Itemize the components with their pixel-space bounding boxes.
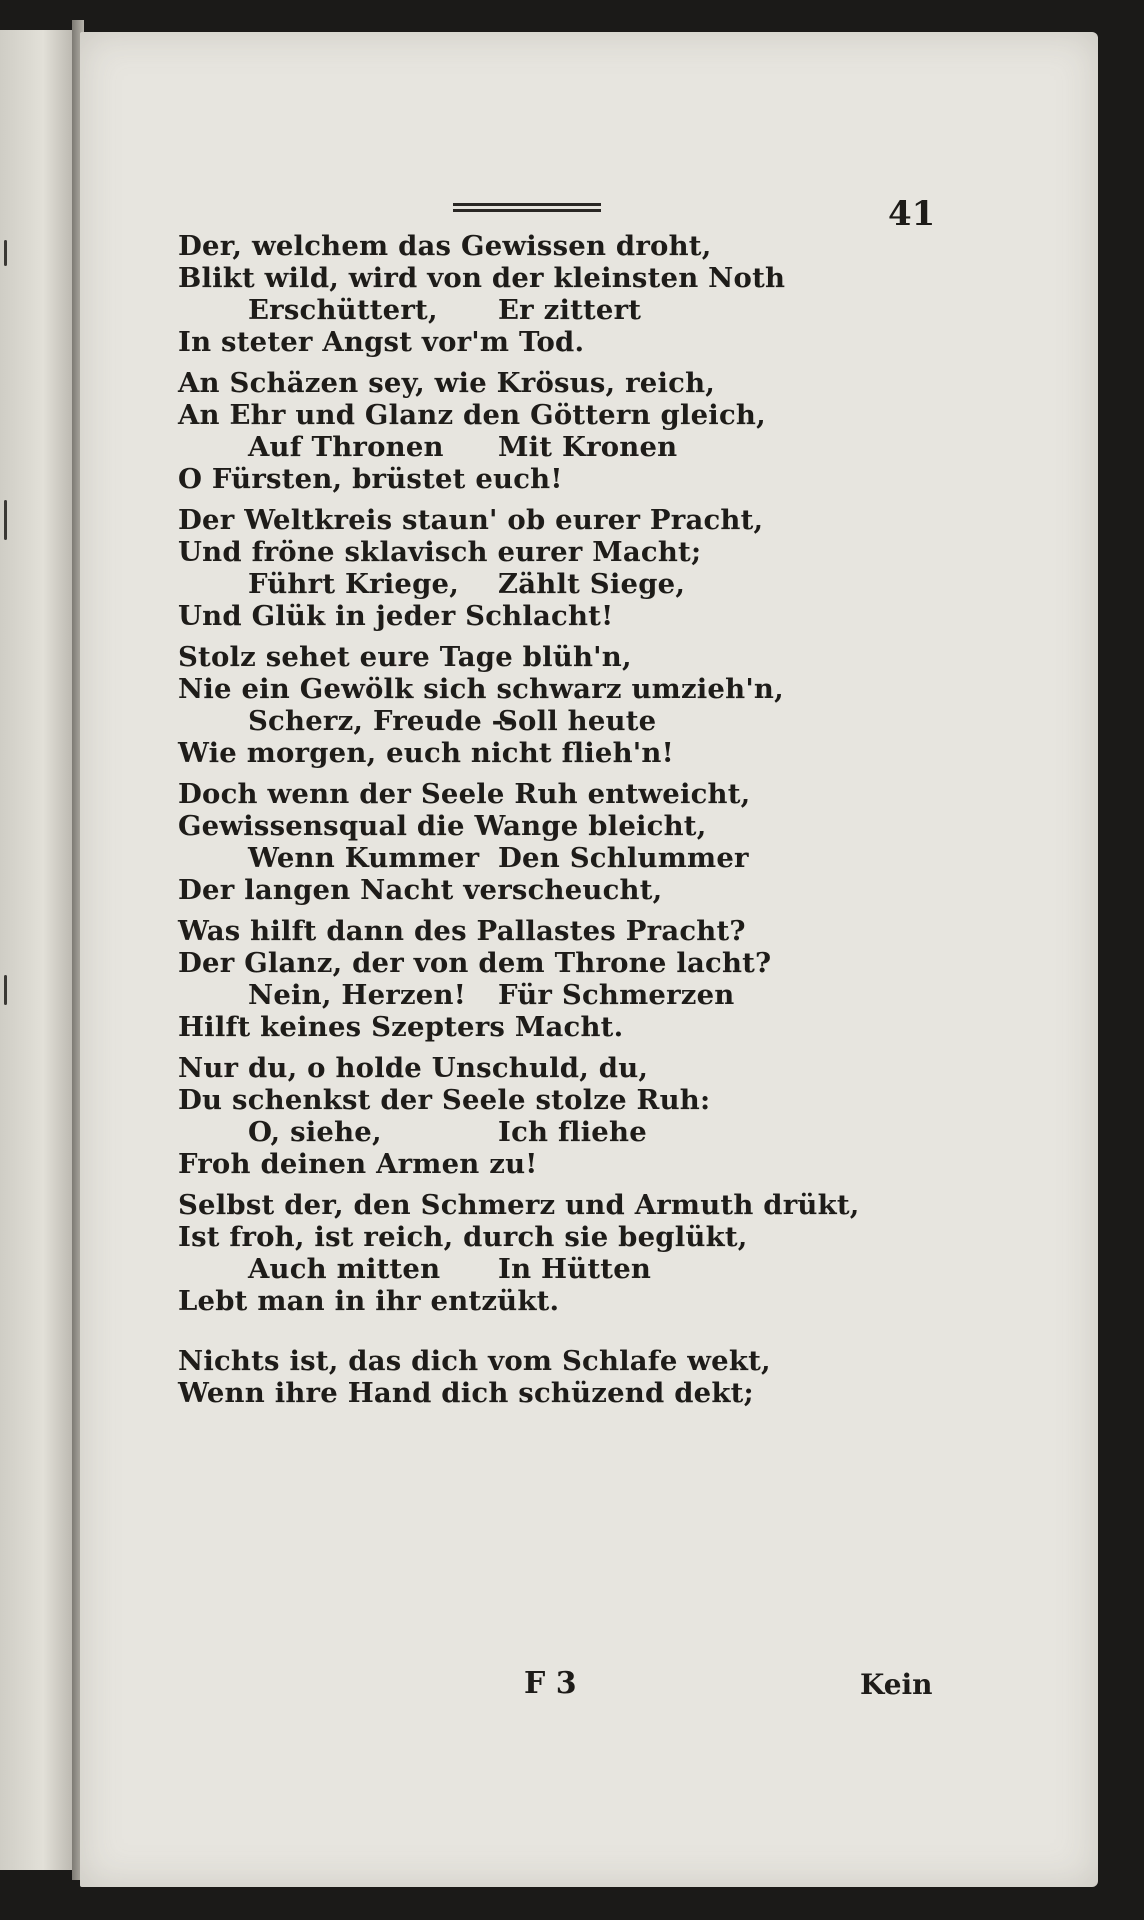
verse-line: Und Glük in jeder Schlacht! [178, 600, 614, 632]
poem [178, 230, 998, 1418]
verse-fragment: Auf Thronen [248, 431, 444, 463]
indented-verse-line [178, 979, 998, 1011]
facing-page-ink-mark [4, 975, 7, 1005]
verse-line: Der langen Nacht verscheucht, [178, 874, 663, 906]
verse-fragment: Scherz, Freude -- [248, 705, 515, 737]
indented-verse-line [178, 431, 998, 463]
verse-line: Froh deinen Armen zu! [178, 1148, 538, 1180]
verse-line: Selbst der, den Schmerz und Armuth drükt, [178, 1189, 860, 1221]
verse-line: Der, welchem das Gewissen droht, [178, 230, 712, 262]
verse-line: Wie morgen, euch nicht flieh'n! [178, 737, 674, 769]
verse-fragment: Führt Kriege, [248, 568, 460, 600]
verse-line: O Fürsten, brüstet euch! [178, 463, 563, 495]
verse-line: Du schenkst der Seele stolze Ruh: [178, 1084, 711, 1116]
verse-line: Nie ein Gewölk sich schwarz umzieh'n, [178, 673, 784, 705]
verse-line: An Schäzen sey, wie Krösus, reich, [178, 367, 716, 399]
indented-verse-line [178, 1253, 998, 1285]
book-page [80, 32, 1098, 1887]
verse-fragment: Wenn Kummer [248, 842, 480, 874]
verse-line: Wenn ihre Hand dich schüzend dekt; [178, 1377, 754, 1409]
verse-line: An Ehr und Glanz den Göttern gleich, [178, 399, 766, 431]
catchword: Kein [860, 1668, 933, 1701]
stanza [178, 504, 998, 632]
facing-page-ink-mark [4, 500, 7, 540]
verse-line: Der Glanz, der von dem Throne lacht? [178, 947, 772, 979]
verse-line: Nur du, o holde Unschuld, du, [178, 1052, 649, 1084]
ornament-bar [453, 203, 601, 206]
verse-line: Blikt wild, wird von der kleinsten Noth [178, 262, 786, 294]
verse-fragment: Zählt Siege, [498, 568, 686, 600]
verse-line: Stolz sehet eure Tage blüh'n, [178, 641, 632, 673]
stanza [178, 230, 998, 358]
verse-line: Gewissensqual die Wange bleicht, [178, 810, 707, 842]
verse-line: Hilft keines Szepters Macht. [178, 1011, 624, 1043]
printer-signature-mark: F 3 [524, 1666, 577, 1701]
indented-verse-line [178, 705, 998, 737]
indented-verse-line [178, 842, 998, 874]
ornament-bar [453, 209, 601, 212]
verse-fragment: Ich fliehe [498, 1116, 647, 1148]
stanza [178, 641, 998, 769]
indented-verse-line [178, 294, 998, 326]
verse-fragment: Den Schlummer [498, 842, 749, 874]
verse-fragment: Für Schmerzen [498, 979, 735, 1011]
verse-fragment: Mit Kronen [498, 431, 678, 463]
verse-line: In steter Angst vor'm Tod. [178, 326, 585, 358]
verse-line: Ist froh, ist reich, durch sie beglükt, [178, 1221, 748, 1253]
stanza [178, 1345, 998, 1409]
verse-fragment: O, siehe, [248, 1116, 382, 1148]
verse-fragment: Soll heute [498, 705, 657, 737]
verse-fragment: Auch mitten [248, 1253, 441, 1285]
verse-line: Der Weltkreis staun' ob eurer Pracht, [178, 504, 764, 536]
stanza [178, 915, 998, 1043]
verse-line: Doch wenn der Seele Ruh entweicht, [178, 778, 751, 810]
stanza [178, 1052, 998, 1180]
verse-fragment: Er zittert [498, 294, 642, 326]
header-ornament-rule [453, 201, 601, 215]
facing-page-ink-mark [4, 240, 7, 266]
verse-line: Nichts ist, das dich vom Schlafe wekt, [178, 1345, 771, 1377]
stanza [178, 778, 998, 906]
stanza [178, 367, 998, 495]
verse-fragment: Erschüttert, [248, 294, 438, 326]
verse-line: Was hilft dann des Pallastes Pracht? [178, 915, 746, 947]
page-number: 41 [888, 194, 936, 234]
indented-verse-line [178, 1116, 998, 1148]
stanza [178, 1189, 998, 1317]
verse-line: Und fröne sklavisch eurer Macht; [178, 536, 702, 568]
facing-page-edge [0, 30, 72, 1870]
verse-line: Lebt man in ihr entzükt. [178, 1285, 560, 1317]
verse-fragment: Nein, Herzen! [248, 979, 466, 1011]
verse-fragment: In Hütten [498, 1253, 652, 1285]
indented-verse-line [178, 568, 998, 600]
